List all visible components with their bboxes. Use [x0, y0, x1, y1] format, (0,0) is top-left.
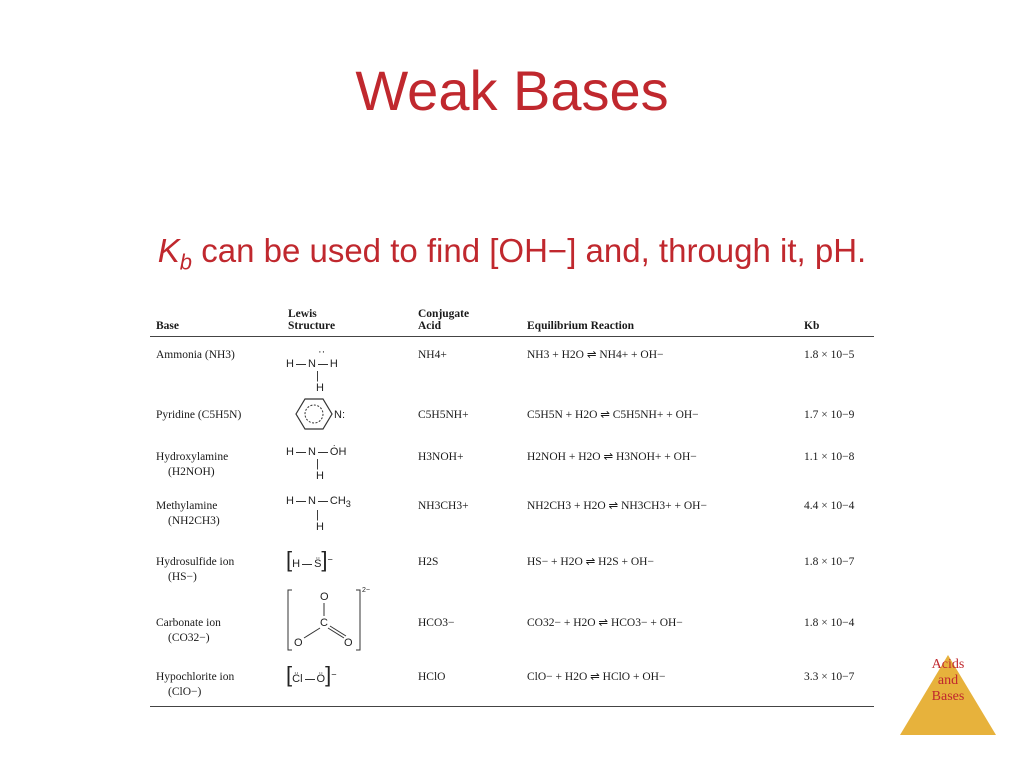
- weak-bases-table: [150, 300, 874, 708]
- methylamine-lewis-structure: H N $CH_3$ | H: [286, 495, 351, 534]
- kb-value: 4.4 × 10−4: [804, 500, 855, 512]
- equilibrium-reaction: NH3 + H2O ⇌ NH4+ + OH−: [527, 349, 664, 361]
- header-kb: Kb: [804, 320, 820, 332]
- base-formula: (ClO−): [168, 686, 202, 698]
- ammonia-lewis-structure: ·· H N H | H: [286, 346, 338, 394]
- kb-value: 1.8 × 10−4: [804, 617, 855, 629]
- base-name: Hydrosulfide ion: [156, 556, 235, 568]
- kb-value: 1.7 × 10−9: [804, 409, 855, 421]
- badge-line2: and: [937, 673, 959, 688]
- header-lewis-line1: Lewis: [288, 308, 317, 320]
- equilibrium-reaction: ClO− + H2O ⇌ HClO + OH−: [527, 671, 666, 683]
- base-name: Hydroxylamine: [156, 451, 229, 463]
- equilibrium-reaction: C5H5N + H2O ⇌ C5H5NH+ + OH−: [527, 409, 699, 421]
- conjugate-acid: H3NOH+: [418, 451, 464, 463]
- table-header: [150, 300, 874, 337]
- header-lewis-line2: Structure: [288, 320, 336, 332]
- equilibrium-reaction: NH2CH3 + H2O ⇌ NH3CH3+ + OH−: [527, 500, 707, 512]
- svg-text:C: C: [320, 617, 328, 629]
- subtitle-text: can be used to find [OH−] and, through it, pH.: [192, 232, 867, 269]
- conjugate-acid: HClO: [418, 671, 446, 683]
- base-name: Pyridine (C5H5N): [156, 409, 242, 421]
- base-name: Hypochlorite ion: [156, 671, 235, 683]
- kb-value: 1.1 × 10−8: [804, 451, 855, 463]
- header-conjugate-acid: [418, 308, 469, 332]
- conjugate-acid: NH4+: [418, 349, 447, 361]
- table-bottom-rule: [150, 706, 874, 707]
- base-name: Methylamine: [156, 500, 218, 512]
- svg-text:N:: N:: [334, 409, 345, 421]
- header-conj-line2: Acid: [418, 320, 441, 332]
- base-name: Carbonate ion: [156, 617, 221, 629]
- badge-line1: Acids: [931, 657, 965, 672]
- header-conj-line1: Conjugate: [418, 308, 470, 320]
- base-formula: (HS−): [168, 571, 197, 583]
- slide-title: Weak Bases: [355, 59, 669, 122]
- equilibrium-reaction: CO32− + H2O ⇌ HCO3− + OH−: [527, 617, 683, 629]
- svg-text:O: O: [320, 591, 329, 603]
- kb-value: 1.8 × 10−7: [804, 556, 855, 568]
- base-formula: (NH2CH3): [168, 515, 220, 527]
- slide-subtitle: [0, 232, 1024, 276]
- svg-text:2−: 2−: [362, 587, 370, 594]
- equilibrium-reaction: HS− + H2O ⇌ H2S + OH−: [527, 556, 654, 568]
- base-name: Ammonia (NH3): [156, 349, 235, 361]
- badge-text: [900, 657, 996, 705]
- acids-and-bases-badge: [900, 655, 996, 737]
- kb-subscript: b: [179, 249, 193, 275]
- hydroxylamine-lewis-structure: H N ȮH | H: [286, 446, 347, 482]
- pyridine-ring-icon: [286, 394, 352, 434]
- conjugate-acid: C5H5NH+: [418, 409, 469, 421]
- carbonate-structure-icon: [286, 586, 370, 654]
- conjugate-acid: HCO3−: [418, 617, 455, 629]
- kb-value: 3.3 × 10−7: [804, 671, 855, 683]
- carbonate-lewis-structure: [286, 586, 370, 657]
- header-equilibrium: Equilibrium Reaction: [527, 320, 635, 332]
- base-formula: (H2NOH): [168, 466, 215, 478]
- kb-value: 1.8 × 10−5: [804, 349, 855, 361]
- kb-symbol: K: [157, 232, 180, 269]
- conjugate-acid: NH3CH3+: [418, 500, 469, 512]
- equilibrium-reaction: H2NOH + H2O ⇌ H3NOH+ + OH−: [527, 451, 697, 463]
- header-base: Base: [156, 320, 179, 332]
- pyridine-lewis-structure: [286, 394, 352, 437]
- svg-text:O: O: [344, 637, 353, 649]
- badge-line3: Bases: [931, 689, 965, 704]
- hydrosulfide-lewis-structure: [H S̈]−: [286, 547, 333, 572]
- conjugate-acid: H2S: [418, 556, 439, 568]
- hypochlorite-lewis-structure: [C̈l Ö]−: [286, 662, 337, 687]
- base-formula: (CO32−): [168, 632, 210, 644]
- header-lewis: [288, 308, 335, 332]
- svg-text:O: O: [294, 637, 303, 649]
